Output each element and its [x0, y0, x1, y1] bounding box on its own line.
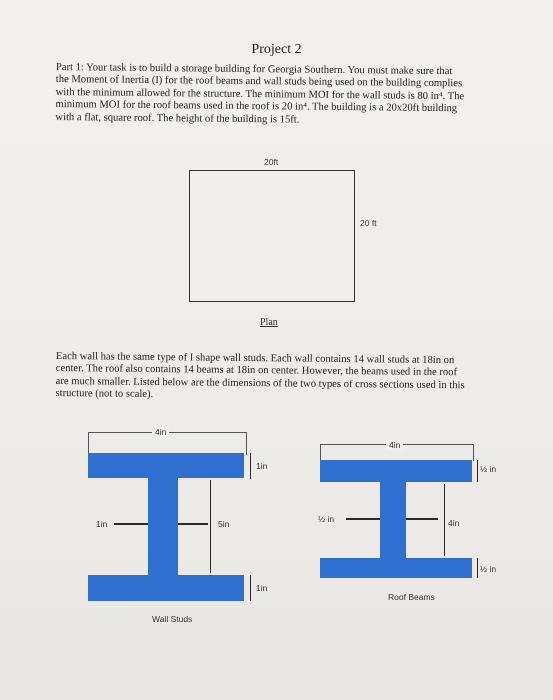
wall-stud-bottom-flange: [88, 575, 244, 601]
wall-stud-bottom-flange-dim-line: [250, 575, 251, 601]
roof-beam-bottom-flange: [320, 558, 472, 578]
wall-stud-web-height-label: 5in: [218, 519, 230, 529]
part2-line: structure (not to scale).: [55, 388, 154, 401]
wall-stud-web-label: 1in: [96, 519, 108, 529]
roof-beam-bottom-flange-label: ½ in: [480, 564, 497, 574]
roof-beam-top-flange-dim-line: [477, 460, 478, 482]
wall-stud-width-label: 4in: [152, 427, 169, 437]
plan-width-label: 20ft: [264, 157, 279, 167]
part2-paragraph: [55, 351, 501, 405]
roof-beam-caption: Roof Beams: [388, 592, 435, 602]
roof-beam-web-height-label: 4in: [448, 518, 460, 528]
wall-stud-web-dim-line-right: [178, 523, 208, 525]
roof-beam-bottom-flange-dim-line: [477, 558, 478, 578]
roof-beam-top-flange: [320, 460, 472, 482]
wall-stud-web: [148, 478, 178, 575]
roof-beam-web-dim-line-left: [346, 518, 380, 520]
roof-beam-web-dim-line-right: [406, 518, 438, 520]
roof-beam-web-height-line: [444, 484, 445, 556]
wall-stud-bottom-flange-label: 1in: [256, 583, 268, 593]
wall-stud-top-flange: [88, 453, 244, 478]
part1-line: with the minimum allowed for the structure. The minimum MOI for the wall studs is 80 in⁴. The: [55, 86, 465, 103]
plan-square: [189, 170, 355, 302]
wall-stud-web-height-line: [210, 480, 211, 573]
roof-beam-top-flange-label: ½ in: [480, 464, 497, 474]
part2-line: center. The roof also contains 14 beams at 18in on center. However, the beams used in the roof: [55, 363, 458, 379]
part2-line: Each wall has the same type of I shape wall studs. Each wall contains 14 wall studs at 18in on: [55, 351, 455, 367]
part1-line: the Moment of Inertia (I) for the roof beams and wall studs being used on the building complies: [55, 74, 463, 90]
wall-stud-top-flange-label: 1in: [256, 461, 268, 471]
part1-line: Part 1: Your task is to build a storage building for Georgia Southern. You must make sure that: [55, 62, 453, 78]
part1-line: minimum MOI for the roof beams used in the roof is 20 in⁴. The building is a 20x20ft building: [55, 99, 458, 115]
plan-height-label: 20 ft: [360, 218, 377, 228]
part1-paragraph: [55, 62, 502, 129]
part2-line: are much smaller. Listed below are the dimensions of the two types of cross sections used in this: [55, 375, 465, 392]
roof-beam-web-label: ½ in: [318, 514, 335, 524]
plan-caption: Plan: [260, 317, 278, 328]
wall-stud-web-dim-line-left: [114, 523, 148, 525]
part1-line: with a flat, square roof. The height of the building is 15ft.: [55, 111, 300, 126]
wall-stud-caption: Wall Studs: [152, 614, 193, 624]
page-title: Project 2: [251, 42, 302, 57]
roof-beam-web: [380, 482, 406, 558]
roof-beam-width-label: 4in: [386, 440, 403, 450]
wall-stud-top-flange-dim-line: [250, 453, 251, 479]
